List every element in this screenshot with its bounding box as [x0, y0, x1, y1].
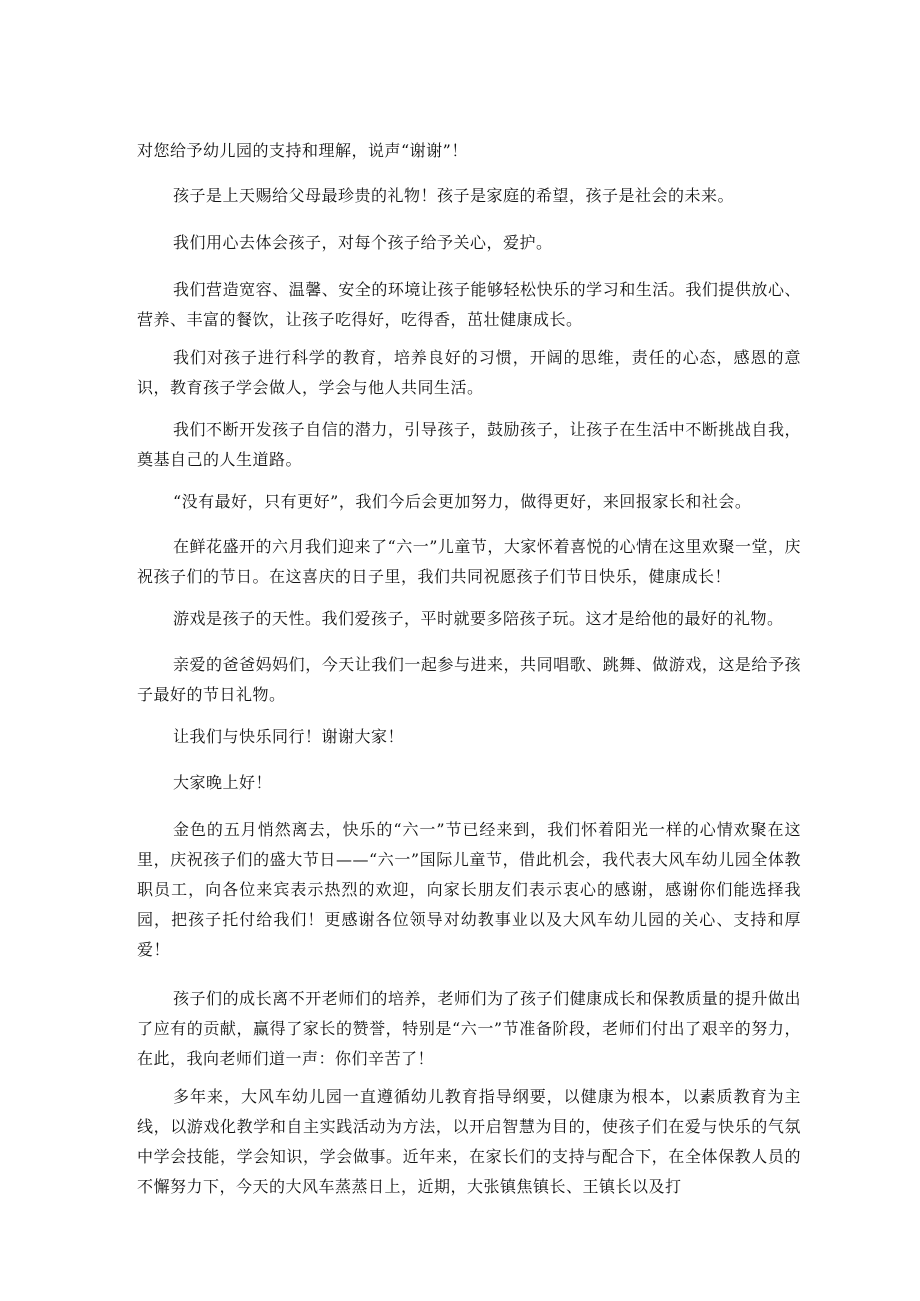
paragraph-10: 亲爱的爸爸妈妈们，今天让我们一起参与进来，共同唱歌、跳舞、做游戏，这是给予孩子最好的节日礼物。: [137, 655, 801, 704]
paragraph-2: 孩子是上天赐给父母最珍贵的礼物！孩子是家庭的希望，孩子是社会的未来。: [173, 186, 735, 205]
paragraph-15: 多年来，大风车幼儿园一直遵循幼儿教育指导纲要，以健康为根本，以素质教育为主线，以游戏化教学和自主实践活动为方法，以开启智慧为目的，使孩子们在爱与快乐的气氛中学会技能，学会知识，学会做事。近年来，在家长们的支持与配合下，在全体保教人员的不懈努力下，今天的大风车蒸蒸日上，近期，大张镇焦镇长、王镇长以及打: [137, 1087, 801, 1196]
paragraph-1: 对您给予幼儿园的支持和理解，说声“谢谢”！: [137, 141, 468, 160]
paragraph-13: 金色的五月悄然离去，快乐的“六一”节已经来到，我们怀着阳光一样的心情欢聚在这里，庆祝孩子们的盛大节日——“六一”国际儿童节，借此机会，我代表大风车幼儿园全体教职员工，向各位来宾表示热烈的欢迎，向家长朋友们表示衷心的感谢，感谢你们能选择我园，把孩子托付给我们！更感谢各位领导对幼教事业以及大风车幼儿园的关心、支持和厚爱！: [137, 820, 801, 959]
paragraph-8: 在鲜花盛开的六月我们迎来了“六一”儿童节，大家怀着喜悦的心情在这里欢聚一堂，庆祝孩子们的节日。在这喜庆的日子里，我们共同祝愿孩子们节日快乐，健康成长！: [137, 537, 801, 586]
paragraph-4: 我们营造宽容、温馨、安全的环境让孩子能够轻松快乐的学习和生活。我们提供放心、营养、丰富的餐饮，让孩子吃得好，吃得香，茁壮健康成长。: [137, 280, 801, 329]
paragraph-3: 我们用心去体会孩子，对每个孩子给予关心，爱护。: [173, 233, 553, 252]
paragraph-12: 大家晚上好！: [173, 773, 273, 792]
paragraph-5: 我们对孩子进行科学的教育，培养良好的习惯，开阔的思维，责任的心态，感恩的意识，教育孩子学会做人，学会与他人共同生活。: [137, 348, 801, 397]
paragraph-11: 让我们与快乐同行！谢谢大家！: [173, 727, 405, 746]
paragraph-9: 游戏是孩子的天性。我们爱孩子，平时就要多陪孩子玩。这才是给他的最好的礼物。: [173, 609, 784, 628]
paragraph-7: “没有最好，只有更好”，我们今后会更加努力，做得更好，来回报家长和社会。: [173, 492, 752, 511]
paragraph-6: 我们不断开发孩子自信的潜力，引导孩子，鼓励孩子，让孩子在生活中不断挑战自我，奠基自己的人生道路。: [137, 420, 801, 469]
paragraph-14: 孩子们的成长离不开老师们的培养，老师们为了孩子们健康成长和保教质量的提升做出了应有的贡献，赢得了家长的赞誉，特别是“六一”节准备阶段，老师们付出了艰辛的努力，在此，我向老师们道一声：你们辛苦了！: [137, 989, 801, 1068]
